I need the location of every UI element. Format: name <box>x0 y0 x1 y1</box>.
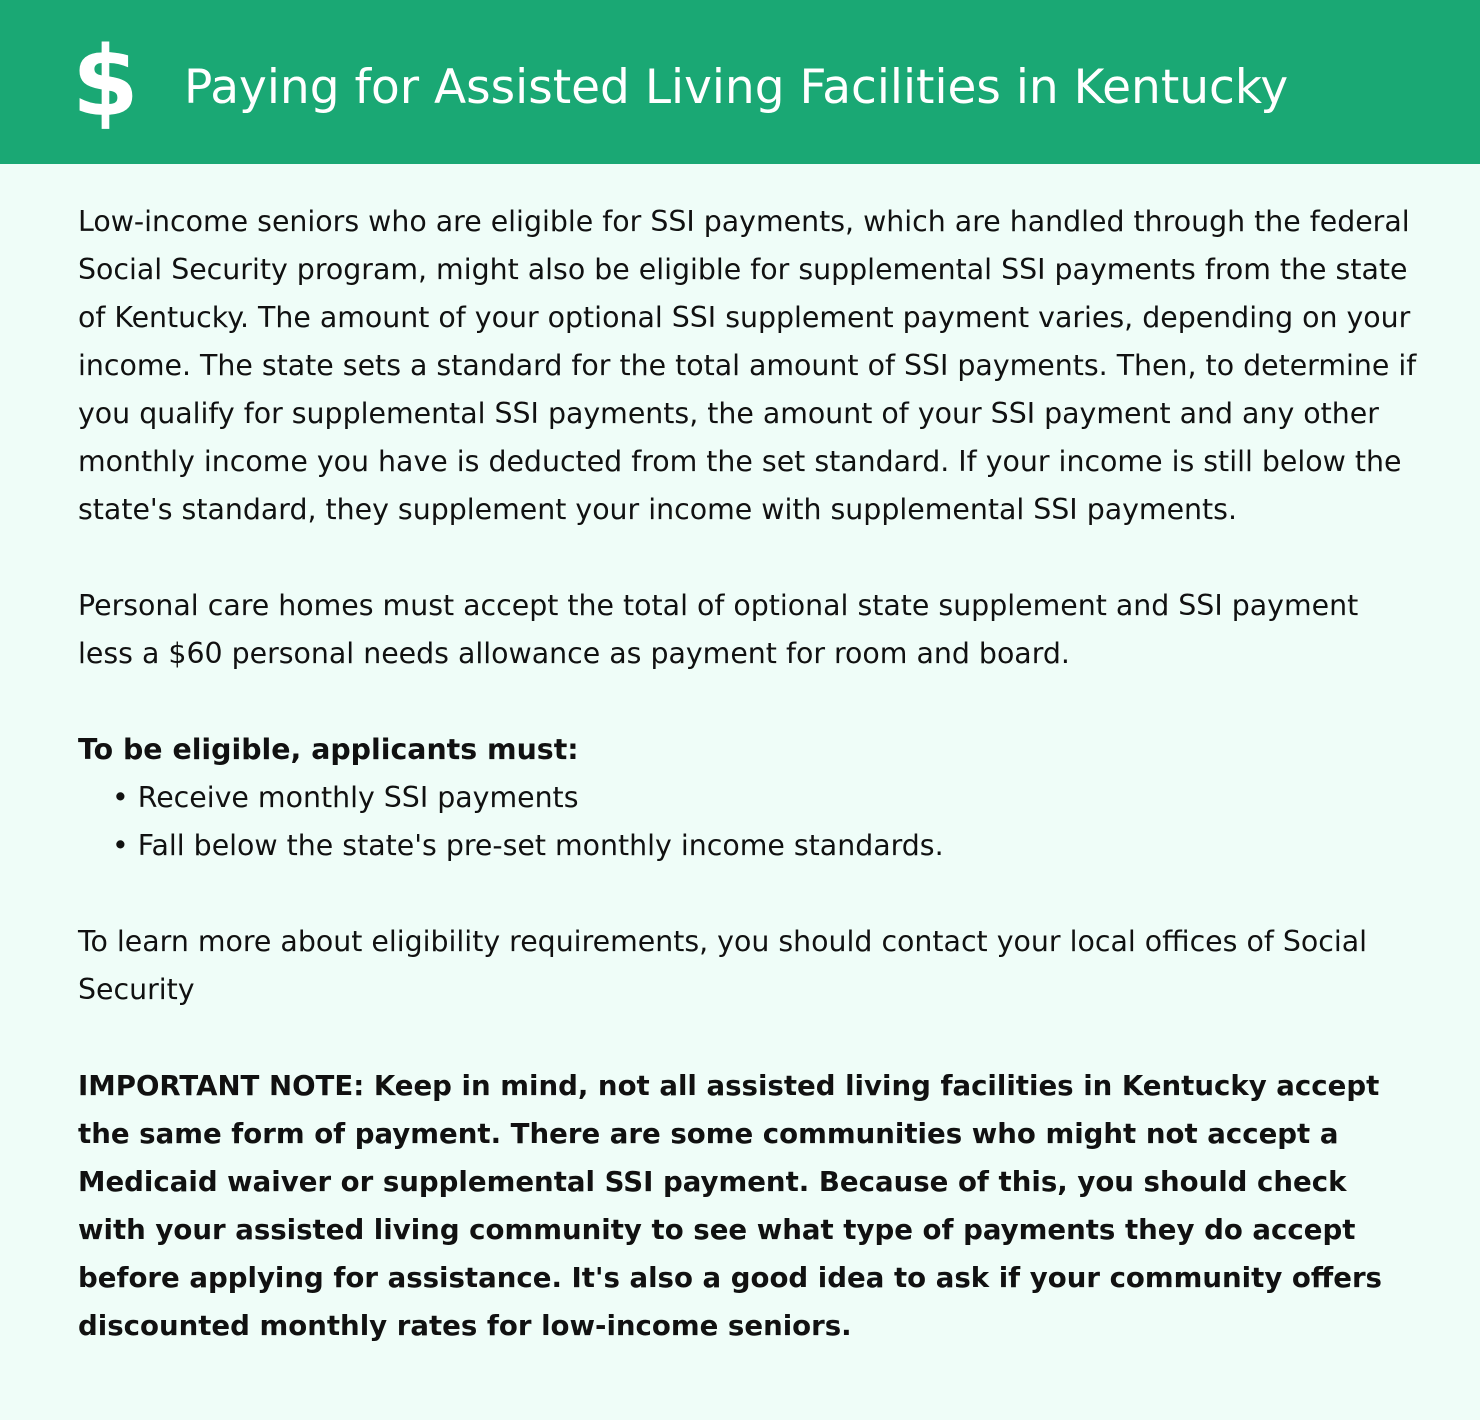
list-item <box>112 822 1418 870</box>
eligibility-heading: To be eligible, applicants must: <box>78 733 579 766</box>
eligibility-list <box>78 774 1418 870</box>
learn-more-paragraph: To learn more about eligibility requirements, you should contact your local offices of Social Security <box>78 925 1368 1006</box>
important-note: IMPORTANT NOTE: Keep in mind, not all assisted living facilities in Kentucky accept the same form of payment. There are some communities who might not accept a Medicaid waiver or supplemental SSI payment. Because of this, you should check with your assisted living community to see what type of payments they do accept before applying for assistance. It's also a good idea to ask if your community offers discounted monthly rates for low-income seniors. <box>78 1069 1382 1342</box>
list-item-text: Receive monthly SSI payments <box>137 781 579 814</box>
header-banner <box>0 0 1480 164</box>
content-body <box>78 198 1418 1350</box>
list-item-text: Fall below the state's pre-set monthly income standards. <box>137 829 944 862</box>
page-title: Paying for Assisted Living Facilities in Kentucky <box>184 60 1289 115</box>
ssi-paragraph: Low-income seniors who are eligible for SSI payments, which are handled through the federal Social Security program, might also be eligible for supplemental SSI payments from the state of Kentucky. The amount of your optional SSI supplement payment varies, depending on your income. The state sets a standard for the total amount of SSI payments. Then, to determine if you qualify for supplemental SSI payments, the amount of your SSI payment and any other monthly income you have is deducted from the set standard. If your income is still below the state's standard, they supplement your income with supplemental SSI payments. <box>78 205 1417 526</box>
dollar-sign-icon: $ <box>72 26 139 138</box>
personal-care-paragraph: Personal care homes must accept the total of optional state supplement and SSI payment less a $60 personal needs allowance as payment for room and board. <box>78 589 1359 670</box>
list-item <box>112 774 1418 822</box>
